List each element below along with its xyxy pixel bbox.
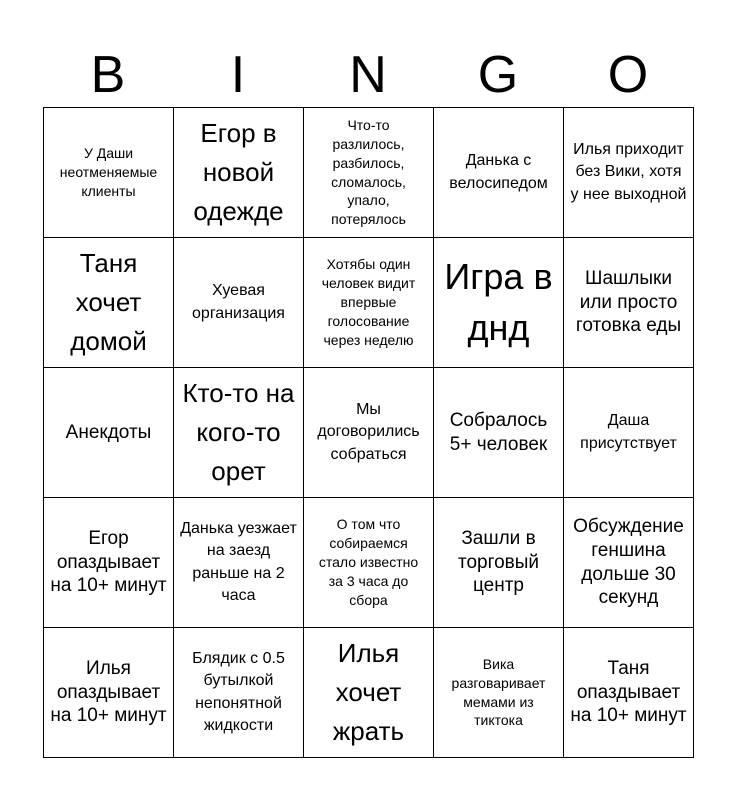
bingo-cell-r4c3[interactable] bbox=[304, 498, 434, 628]
cell-text: Илья опаздывает на 10+ минут bbox=[50, 657, 167, 727]
bingo-cell-r2c4[interactable] bbox=[434, 238, 564, 368]
cell-text: Илья хочет жрать bbox=[332, 638, 405, 746]
cell-text: Илья приходит без Вики, хотя у нее выходной bbox=[570, 140, 687, 203]
bingo-cell-r3c2[interactable] bbox=[174, 368, 304, 498]
header-letter-n: N bbox=[349, 46, 387, 104]
cell-text: Хотябы один человек видит впервые голосование через неделю bbox=[321, 256, 416, 348]
cell-text: Что-то разлилось, разбилось, сломалось, упало, потерялось bbox=[331, 116, 406, 228]
bingo-cell-r1c5[interactable] bbox=[564, 108, 694, 238]
bingo-cell-r1c3[interactable] bbox=[304, 108, 434, 238]
cell-text: Егор в новой одежде bbox=[193, 118, 284, 226]
bingo-cell-r1c2[interactable] bbox=[174, 108, 304, 238]
bingo-cell-r3c5[interactable] bbox=[564, 368, 694, 498]
bingo-cell-r2c2[interactable] bbox=[174, 238, 304, 368]
cell-text: Таня опаздывает на 10+ минут bbox=[570, 657, 687, 727]
bingo-cell-r4c1[interactable] bbox=[44, 498, 174, 628]
bingo-cell-r1c1[interactable] bbox=[44, 108, 174, 238]
header-letter-o: O bbox=[607, 46, 649, 104]
cell-text: Зашли в торговый центр bbox=[457, 527, 540, 597]
cell-text: Даша присутствует bbox=[580, 412, 677, 452]
header-letter-g: G bbox=[477, 46, 519, 104]
bingo-cell-r3c1[interactable] bbox=[44, 368, 174, 498]
header-letter-i: I bbox=[230, 46, 246, 104]
bingo-cell-r2c5[interactable] bbox=[564, 238, 694, 368]
bingo-cell-r5c3[interactable] bbox=[304, 628, 434, 758]
cell-text: Игра в днд bbox=[444, 256, 553, 348]
cell-text: О том что собираемся стало известно за 3 часа до сбора bbox=[318, 516, 419, 608]
bingo-cell-r3c3[interactable] bbox=[304, 368, 434, 498]
bingo-cell-r5c2[interactable] bbox=[174, 628, 304, 758]
cell-text: У Даши неотменяемые клиенты bbox=[59, 145, 158, 199]
bingo-cell-r4c5[interactable] bbox=[564, 498, 694, 628]
bingo-cell-r5c4[interactable] bbox=[434, 628, 564, 758]
cell-text: Мы договорились собраться bbox=[317, 400, 420, 463]
header-letter-b: B bbox=[90, 46, 126, 104]
cell-text: Шашлыки или просто готовка еды bbox=[575, 267, 682, 337]
cell-text: Данька уезжает на заезд раньше на 2 часа bbox=[180, 519, 297, 604]
cell-text: Обсуждение геншина дольше 30 секунд bbox=[573, 516, 684, 609]
bingo-cell-r4c4[interactable] bbox=[434, 498, 564, 628]
cell-text: Кто-то на кого-то орет bbox=[182, 378, 295, 486]
cell-text: Данька с велосипедом bbox=[449, 152, 548, 192]
bingo-cell-r2c3[interactable] bbox=[304, 238, 434, 368]
cell-text: Хуевая организация bbox=[192, 282, 285, 322]
cell-text: Таня хочет домой bbox=[70, 248, 147, 356]
bingo-cell-r5c1[interactable] bbox=[44, 628, 174, 758]
cell-text: Вика разговаривает мемами из тиктока bbox=[451, 655, 546, 729]
cell-text: Егор опаздывает на 10+ минут bbox=[50, 527, 167, 597]
cell-text: Анекдоты bbox=[65, 421, 152, 443]
bingo-header bbox=[43, 40, 693, 110]
bingo-board bbox=[43, 107, 694, 758]
bingo-cell-r3c4[interactable] bbox=[434, 368, 564, 498]
cell-text: Блядик с 0.5 бутылкой непонятной жидкости bbox=[192, 649, 285, 734]
bingo-cell-r1c4[interactable] bbox=[434, 108, 564, 238]
bingo-cell-r5c5[interactable] bbox=[564, 628, 694, 758]
cell-text: Собралось 5+ человек bbox=[449, 409, 548, 455]
bingo-cell-r4c2[interactable] bbox=[174, 498, 304, 628]
bingo-cell-r2c1[interactable] bbox=[44, 238, 174, 368]
